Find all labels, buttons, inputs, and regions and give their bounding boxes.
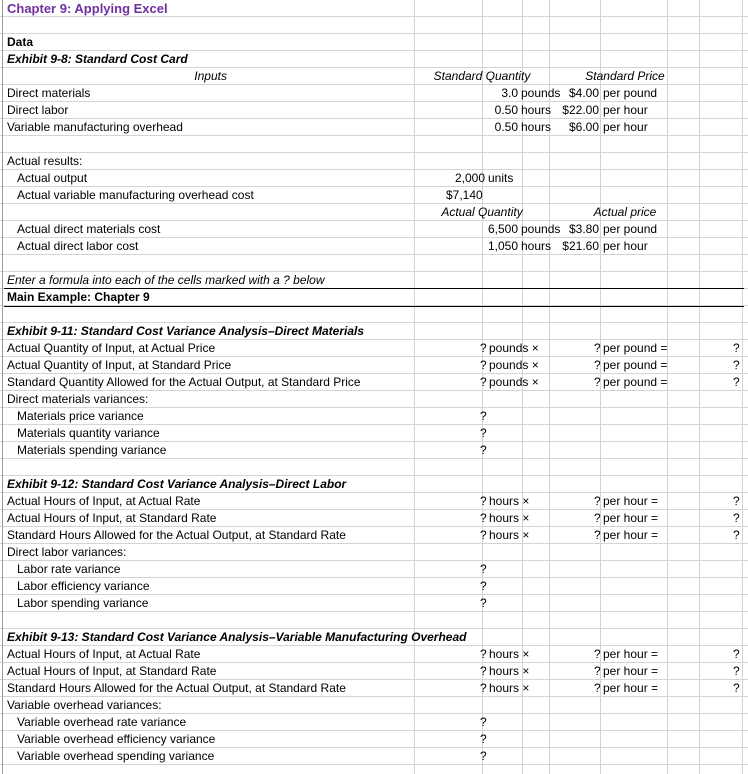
total-placeholder[interactable]: ? [733,375,740,389]
qty-placeholder[interactable]: ? [480,494,487,508]
qty-unit[interactable]: pounds × [489,358,539,372]
price-unit[interactable]: per hour = [603,511,659,525]
std-price-value[interactable]: $6.00 [568,120,599,134]
actual-dl-label[interactable]: Actual direct labor cost [17,239,139,253]
variance-row-label[interactable]: Standard Quantity Allowed for the Actual Output, at Standard Price [7,375,361,389]
total-placeholder[interactable]: ? [733,358,740,372]
variance-label[interactable]: Materials spending variance [17,443,167,457]
divider-line [4,288,744,289]
variance-label[interactable]: Materials price variance [17,409,144,423]
price-placeholder[interactable]: ? [594,358,601,372]
variance-placeholder[interactable]: ? [480,443,487,457]
actual-voh-value[interactable]: $7,140 [446,188,483,202]
exhibit-heading[interactable]: Exhibit 9-12: Standard Cost Variance Analysis–Direct Labor [7,477,347,491]
actual-dm-price[interactable]: $3.80 [568,222,599,236]
price-unit[interactable]: per pound = [603,341,668,355]
variance-row-label[interactable]: Actual Quantity of Input, at Standard Price [7,358,232,372]
price-placeholder[interactable]: ? [594,528,601,542]
price-placeholder[interactable]: ? [594,511,601,525]
qty-unit[interactable]: hours × [489,528,530,542]
price-unit[interactable]: per hour = [603,664,659,678]
qty-unit[interactable]: pounds × [489,341,539,355]
variance-row-label[interactable]: Actual Hours of Input, at Actual Rate [7,647,201,661]
total-placeholder[interactable]: ? [733,681,740,695]
qty-unit[interactable]: hours × [489,647,530,661]
std-row-label[interactable]: Direct labor [7,103,69,117]
main-example-heading[interactable]: Main Example: Chapter 9 [7,290,150,304]
divider-line [4,306,744,307]
price-placeholder[interactable]: ? [594,681,601,695]
actual-dm-price-unit[interactable]: per pound [603,222,658,236]
actual-dm-quantity-unit[interactable]: pounds [521,222,561,236]
std-quantity-value[interactable]: 0.50 [494,103,518,117]
variance-placeholder[interactable]: ? [480,596,487,610]
variance-label[interactable]: Variable overhead efficiency variance [17,732,216,746]
variance-placeholder[interactable]: ? [480,409,487,423]
exhibit-heading[interactable]: Exhibit 9-11: Standard Cost Variance Analysis–Direct Materials [7,324,365,338]
instruction-text[interactable]: Enter a formula into each of the cells marked with a ? below [7,273,325,287]
std-quantity-header[interactable]: Standard Quantity [433,69,531,83]
variance-label[interactable]: Labor efficiency variance [17,579,150,593]
price-placeholder[interactable]: ? [594,494,601,508]
total-placeholder[interactable]: ? [733,647,740,661]
price-placeholder[interactable]: ? [594,375,601,389]
std-quantity-unit[interactable]: hours [521,103,552,117]
std-quantity-unit[interactable]: hours [521,120,552,134]
variance-label[interactable]: Labor rate variance [17,562,121,576]
qty-unit[interactable]: hours × [489,511,530,525]
actual-price-header[interactable]: Actual price [593,205,657,219]
std-price-unit[interactable]: per hour [603,103,648,117]
total-placeholder[interactable]: ? [733,664,740,678]
variance-label[interactable]: Variable overhead spending variance [17,749,215,763]
actual-dm-quantity[interactable]: 6,500 [487,222,518,236]
qty-unit[interactable]: hours × [489,681,530,695]
price-placeholder[interactable]: ? [594,341,601,355]
qty-placeholder[interactable]: ? [480,528,487,542]
actual-dm-label[interactable]: Actual direct materials cost [17,222,161,236]
actual-dl-quantity-unit[interactable]: hours [521,239,552,253]
std-quantity-unit[interactable]: pounds [521,86,561,100]
price-unit[interactable]: per pound = [603,358,668,372]
std-price-unit[interactable]: per pound [603,86,658,100]
std-price-unit[interactable]: per hour [603,120,648,134]
variance-placeholder[interactable]: ? [480,715,487,729]
total-placeholder[interactable]: ? [733,511,740,525]
sheet-title[interactable]: Chapter 9: Applying Excel [7,1,168,16]
qty-placeholder[interactable]: ? [480,358,487,372]
std-card-heading[interactable]: Exhibit 9-8: Standard Cost Card [7,52,188,66]
variance-row-label[interactable]: Standard Hours Allowed for the Actual Output, at Standard Rate [7,528,346,542]
variances-heading[interactable]: Direct labor variances: [7,545,127,559]
actual-output-label[interactable]: Actual output [17,171,88,185]
qty-unit[interactable]: hours × [489,664,530,678]
variances-heading[interactable]: Direct materials variances: [7,392,149,406]
price-placeholder[interactable]: ? [594,647,601,661]
qty-unit[interactable]: hours × [489,494,530,508]
variance-placeholder[interactable]: ? [480,562,487,576]
std-price-value[interactable]: $4.00 [568,86,599,100]
total-placeholder[interactable]: ? [733,494,740,508]
qty-placeholder[interactable]: ? [480,341,487,355]
std-price-value[interactable]: $22.00 [562,103,599,117]
variance-row-label[interactable]: Actual Hours of Input, at Actual Rate [7,494,201,508]
variance-row-label[interactable]: Actual Hours of Input, at Standard Rate [7,664,217,678]
std-row-label[interactable]: Variable manufacturing overhead [7,120,183,134]
qty-placeholder[interactable]: ? [480,375,487,389]
actual-dl-quantity[interactable]: 1,050 [487,239,518,253]
variance-row-label[interactable]: Actual Hours of Input, at Standard Rate [7,511,217,525]
std-quantity-value[interactable]: 3.0 [501,86,518,100]
std-row-label[interactable]: Direct materials [7,86,91,100]
actual-dl-price-unit[interactable]: per hour [603,239,648,253]
total-placeholder[interactable]: ? [733,341,740,355]
actual-results-heading[interactable]: Actual results: [7,154,83,168]
actual-dl-price[interactable]: $21.60 [562,239,599,253]
variance-label[interactable]: Materials quantity variance [17,426,160,440]
price-unit[interactable]: per hour = [603,494,659,508]
qty-placeholder[interactable]: ? [480,511,487,525]
qty-unit[interactable]: pounds × [489,375,539,389]
variance-row-label[interactable]: Actual Quantity of Input, at Actual Price [7,341,216,355]
price-unit[interactable]: per hour = [603,528,659,542]
variance-row-label[interactable]: Standard Hours Allowed for the Actual Output, at Standard Rate [7,681,346,695]
price-placeholder[interactable]: ? [594,664,601,678]
variance-placeholder[interactable]: ? [480,426,487,440]
qty-placeholder[interactable]: ? [480,647,487,661]
std-quantity-value[interactable]: 0.50 [494,120,518,134]
total-placeholder[interactable]: ? [733,528,740,542]
price-unit[interactable]: per hour = [603,681,659,695]
variance-label[interactable]: Variable overhead rate variance [17,715,187,729]
variance-placeholder[interactable]: ? [480,579,487,593]
variances-heading[interactable]: Variable overhead variances: [7,698,162,712]
data-heading[interactable]: Data [7,35,34,49]
actual-voh-label[interactable]: Actual variable manufacturing overhead cost [17,188,254,202]
price-unit[interactable]: per hour = [603,647,659,661]
row-header-border [2,0,3,774]
actual-quantity-header[interactable]: Actual Quantity [441,205,523,219]
qty-placeholder[interactable]: ? [480,681,487,695]
variance-placeholder[interactable]: ? [480,732,487,746]
actual-output-unit[interactable]: units [488,171,514,185]
price-unit[interactable]: per pound = [603,375,668,389]
inputs-label[interactable]: Inputs [194,69,227,83]
std-price-header[interactable]: Standard Price [585,69,665,83]
variance-placeholder[interactable]: ? [480,749,487,763]
variance-label[interactable]: Labor spending variance [17,596,149,610]
actual-output-value[interactable]: 2,000 [454,171,485,185]
exhibit-heading[interactable]: Exhibit 9-13: Standard Cost Variance Analysis–Variable Manufacturing Overhead [7,630,467,644]
qty-placeholder[interactable]: ? [480,664,487,678]
